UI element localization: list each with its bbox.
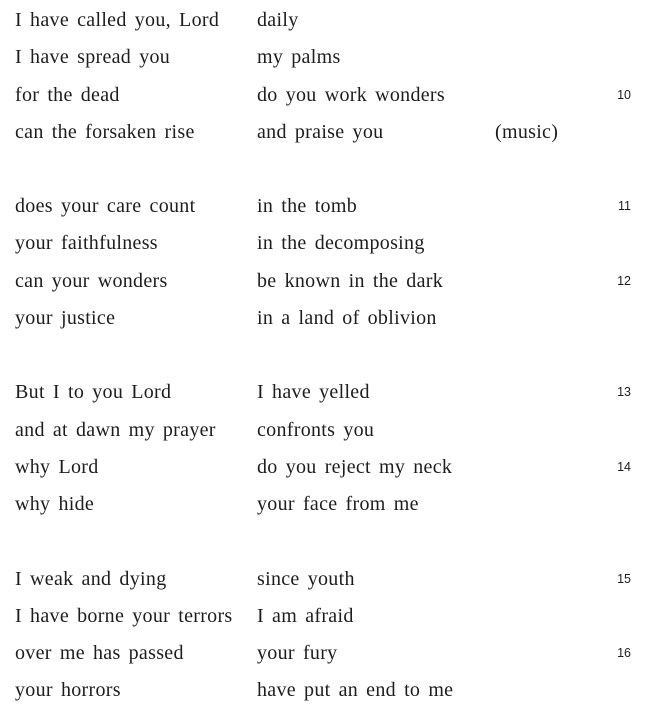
phrase-left: But I to you Lord [15,381,172,404]
verse-line [0,263,664,300]
verse-line [0,114,664,151]
phrase-middle: I am afraid [257,604,354,627]
phrase-left: your justice [15,307,116,330]
verse-line [0,561,664,598]
verse-number: 14 [617,459,631,474]
phrase-left: over me has passed [15,642,184,665]
phrase-middle: in the decomposing [257,232,425,255]
phrase-middle: and praise you [257,120,384,143]
phrase-left: why Lord [15,455,99,478]
phrase-left: does your care count [15,195,196,218]
verse-line [0,635,664,672]
phrase-middle: be known in the dark [257,269,444,292]
verse-number: 11 [618,199,631,214]
verse-line [0,225,664,262]
phrase-left: and at dawn my prayer [15,418,216,441]
verse-line [0,300,664,337]
verse-line [0,2,664,39]
verse-line [0,374,664,411]
phrase-left: I have borne your terrors [15,604,233,627]
phrase-middle: confronts you [257,418,375,441]
phrase-middle: do you work wonders [257,83,445,106]
verse-line [0,449,664,486]
phrase-middle: have put an end to me [257,679,454,702]
phrase-left: can your wonders [15,269,168,292]
verse-line [0,412,664,449]
stanza [0,188,664,337]
phrase-middle: your fury [257,642,338,665]
phrase-left: your horrors [15,679,121,702]
verse-number: 13 [617,385,631,400]
verse-line [0,672,664,709]
phrase-left: your faithfulness [15,232,158,255]
phrase-middle: since youth [257,567,355,590]
stanza [0,561,664,710]
phrase-left: can the forsaken rise [15,120,195,143]
verse-line [0,77,664,114]
phrase-middle: your face from me [257,493,419,516]
phrase-left: I have called you, Lord [15,9,220,31]
phrase-middle: in a land of oblivion [257,307,437,330]
verse-number: 10 [617,87,631,102]
stanza [0,374,664,523]
verse-number: 15 [617,571,631,586]
verse-line [0,39,664,76]
phrase-middle: in the tomb [257,195,358,218]
phrase-left: why hide [15,493,95,516]
phrase-middle: I have yelled [257,381,370,404]
phrase-left: for the dead [15,83,120,106]
music-annotation: (music) [495,120,559,143]
phrase-middle: daily [257,9,299,31]
stanza [0,2,664,151]
phrase-middle: do you reject my neck [257,455,453,478]
verse-number: 16 [617,646,631,661]
verse-line [0,598,664,635]
phrase-left: I weak and dying [15,567,167,590]
verse-number: 12 [617,273,631,288]
phrase-middle: my palms [257,46,341,69]
verse-line [0,486,664,523]
phrase-left: I have spread you [15,46,171,69]
verse-line [0,188,664,225]
